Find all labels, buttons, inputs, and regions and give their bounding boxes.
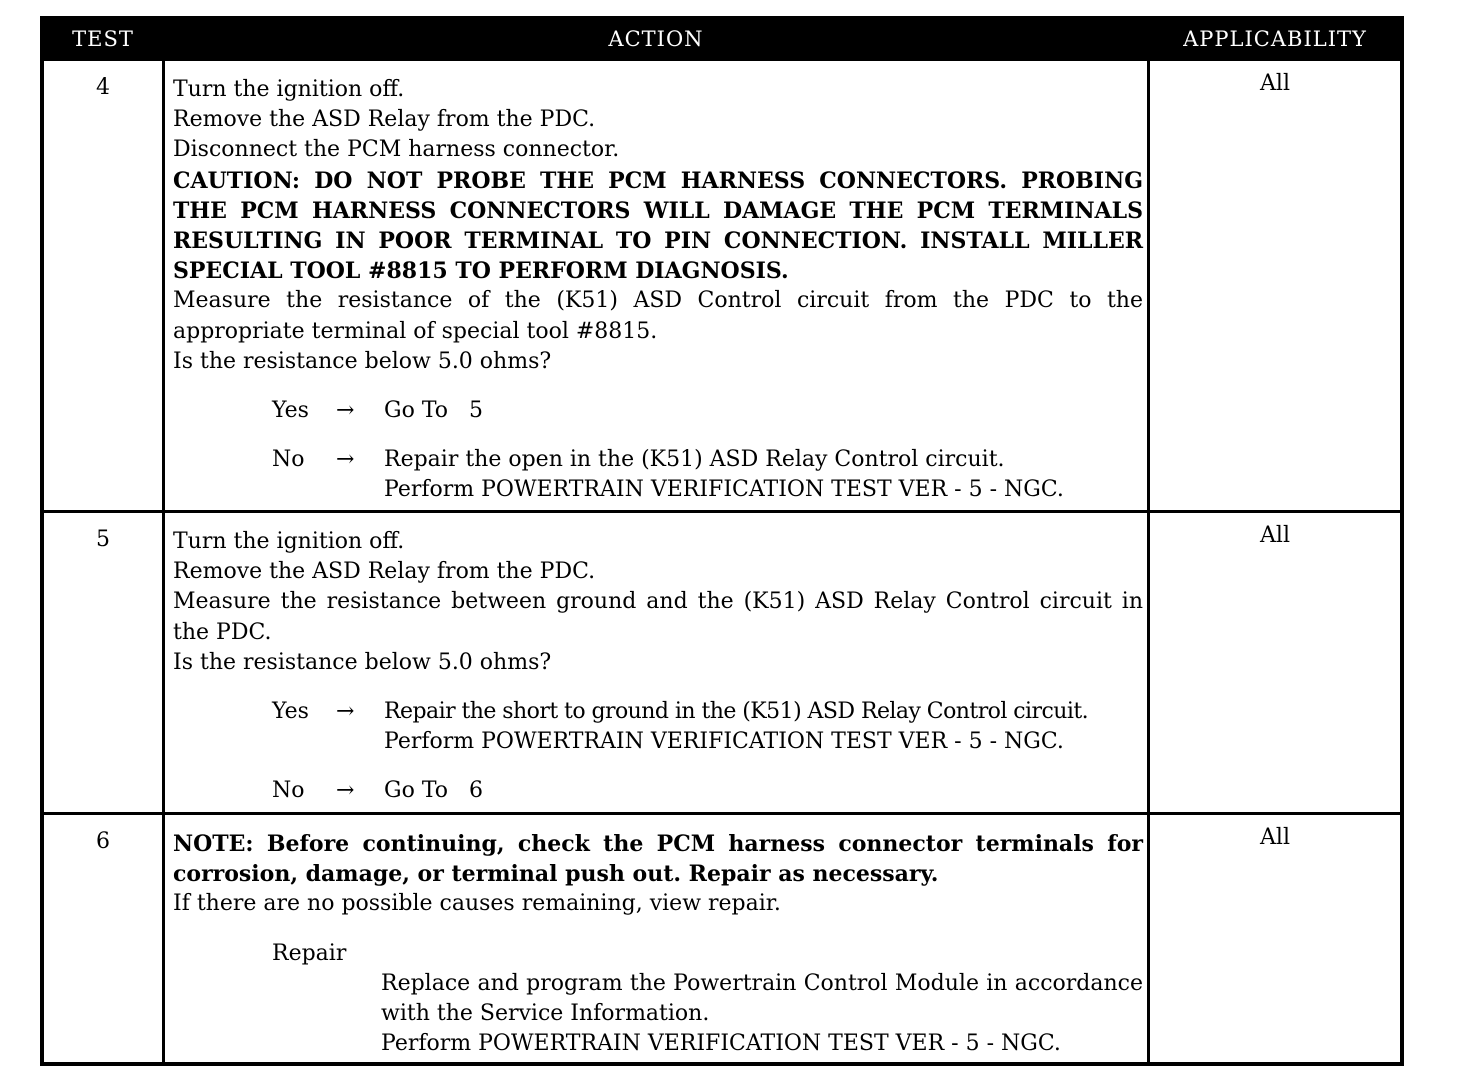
no-result-line: Repair the open in the (K51) ASD Relay Control circuit. [384,447,1005,473]
test-number: 4 [96,75,110,100]
repair-text: Replace and program the Powertrain Control Module in accordance with the Service Information. [381,970,1143,1027]
question-text: Is the resistance below 5.0 ohms? [173,348,552,374]
diagnostic-table [40,16,1404,1066]
action-cell [162,61,1150,510]
step-text: Turn the ignition off. [173,77,405,102]
header-applicability: APPLICABILITY [1183,27,1367,51]
applicability-cell: All [1260,825,1290,850]
arrow-icon: → [336,447,355,473]
test-number: 6 [96,829,110,854]
yes-label: Yes [272,699,309,725]
no-result-line: Perform POWERTRAIN VERIFICATION TEST VER - 5 - NGC. [384,477,1064,503]
no-result [384,445,1143,505]
table-header [44,20,1400,58]
applicability-cell: All [1260,523,1290,548]
yes-label: Yes [272,398,309,424]
header-action: ACTION [608,27,704,51]
test-number: 5 [96,527,110,552]
yes-result-line: Perform POWERTRAIN VERIFICATION TEST VER - 5 - NGC. [384,729,1064,755]
measure-text: Measure the resistance between ground and the (K51) ASD Relay Control circuit in the PDC. [173,589,1143,645]
yes-response [173,697,1143,757]
step-text: Turn the ignition off. [173,529,405,554]
step-text: Remove the ASD Relay from the PDC. [173,559,596,585]
no-response [173,776,1143,806]
yes-result-line: Repair the short to ground in the (K51) ASD Relay Control circuit. [384,699,1089,725]
arrow-icon: → [336,398,355,424]
question-text: Is the resistance below 5.0 ohms? [173,649,552,675]
caution-text: CAUTION: DO NOT PROBE THE PCM HARNESS CONNECTORS. PROBING THE PCM HARNESS CONNECTORS WILL DAMAGE THE PCM TERMINALS RESULTING IN POOR TERMINAL TO PIN CONNECTION. INSTALL MILLER SPECIAL TOOL #8815 TO PERFORM DIAGNOSIS. [173,167,1143,285]
no-label: No [272,447,305,473]
step-text: Remove the ASD Relay from the PDC. [173,107,596,133]
action-cell [162,815,1150,1062]
no-response [173,445,1143,505]
header-test: TEST [72,27,134,51]
repair-label: Repair [272,940,347,966]
no-label: No [272,778,305,804]
table-row-test-5 [44,510,1400,812]
arrow-icon: → [336,699,355,725]
step-text: If there are no possible causes remaining, view repair. [173,891,781,917]
applicability-cell: All [1260,71,1290,96]
yes-result [384,697,1143,757]
yes-result: Go To 5 [384,398,483,424]
action-cell [162,513,1150,812]
arrow-icon: → [336,778,355,804]
measure-text: Measure the resistance of the (K51) ASD Control circuit from the PDC to the appropriate terminal of special tool #8815. [173,288,1143,344]
no-result: Go To 6 [384,778,483,804]
yes-response [173,396,1143,426]
step-text: Disconnect the PCM harness connector. [173,137,620,163]
repair-perform: Perform POWERTRAIN VERIFICATION TEST VER - 5 - NGC. [381,1031,1061,1057]
table-row-test-6 [44,812,1400,1062]
note-text: NOTE: Before continuing, check the PCM harness connector terminals for corrosion, damage, or terminal push out. Repair as necessary. [173,831,1143,888]
table-row-test-4 [44,58,1400,510]
